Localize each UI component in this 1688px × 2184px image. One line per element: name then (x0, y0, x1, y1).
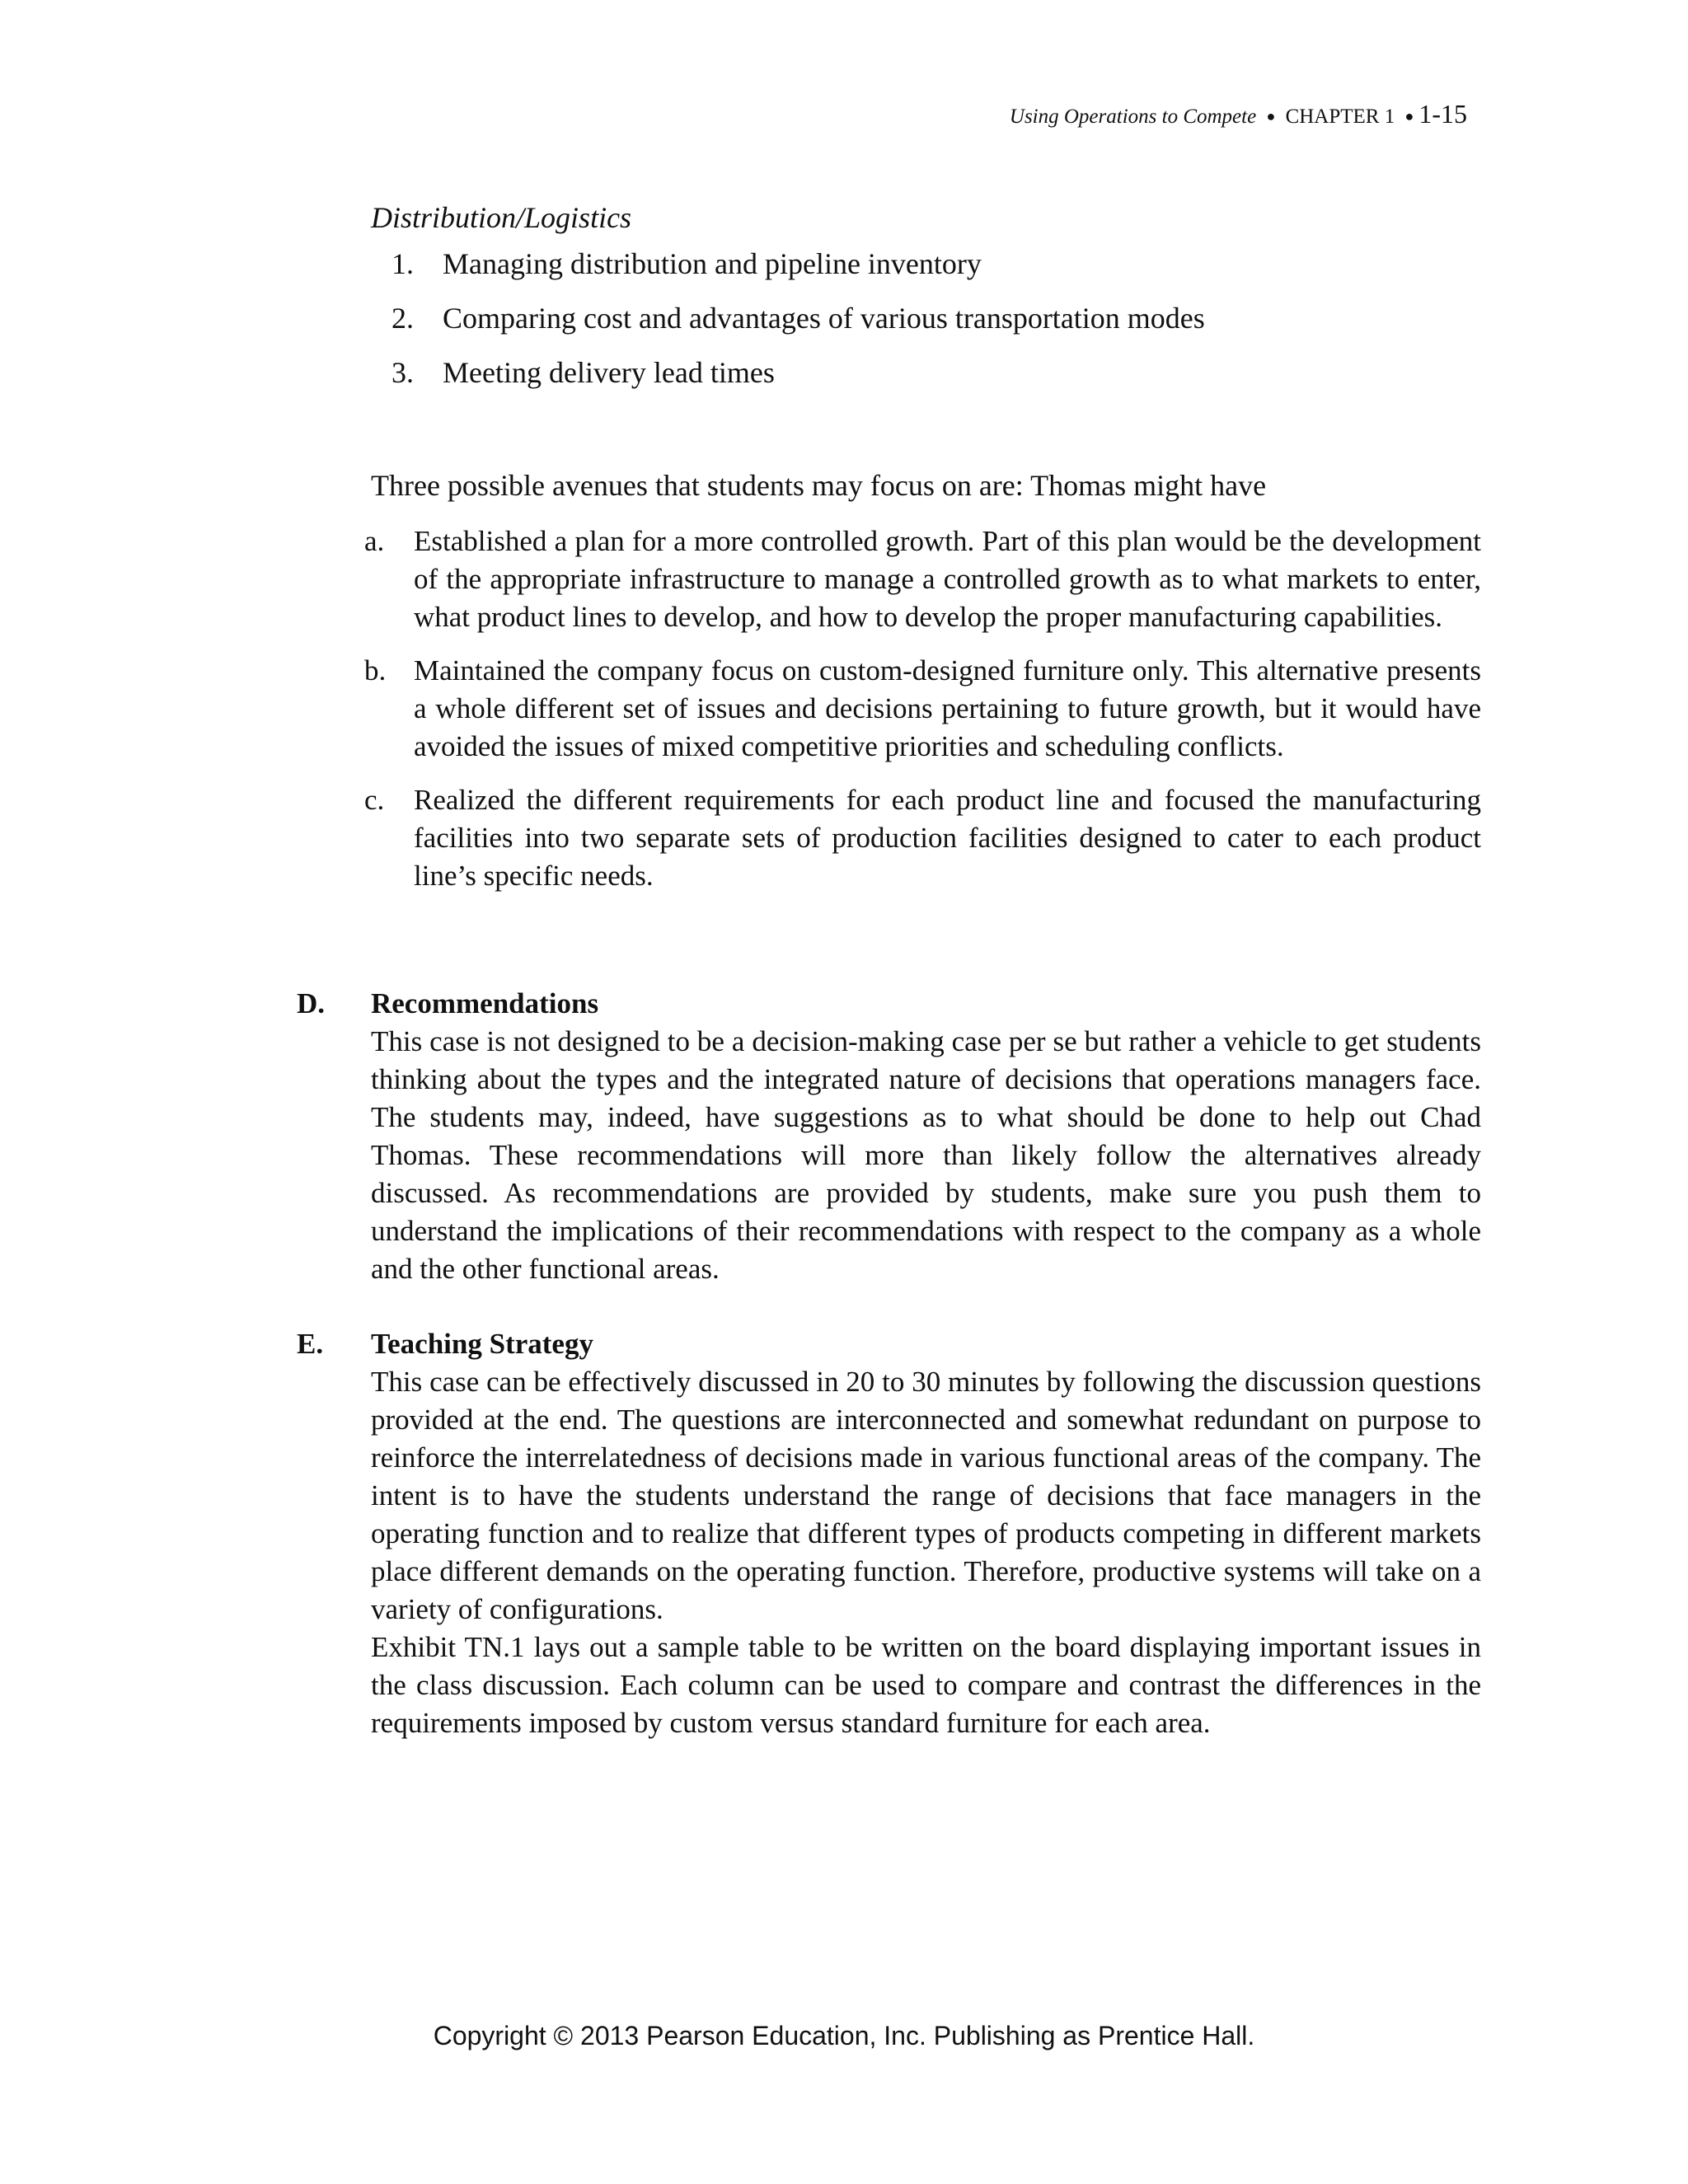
section-body (371, 1363, 1481, 1742)
list-item-number: 3. (392, 356, 414, 389)
list-item (364, 523, 1481, 636)
page-number: 1-15 (1418, 99, 1467, 129)
paragraph: Exhibit TN.1 lays out a sample table to be written on the board displaying important issues in the class discussion. Each column can be used to compare and contrast the differences in the requirements imposed by custom versus standard furniture for each area. (371, 1631, 1481, 1739)
list-item (364, 652, 1481, 766)
distribution-heading: Distribution/Logistics (371, 201, 632, 234)
section-letter: E. (297, 1328, 324, 1360)
list-item-text: Maintained the company focus on custom-designed furniture only. This alternative presents a whole different set of issues and decisions pertaining to future growth, but it would have avoided the issues of mixed competitive priorities and scheduling conflicts. (414, 654, 1481, 762)
avenues-list (364, 523, 1481, 911)
list-item-text: Managing distribution and pipeline inventory (443, 247, 982, 280)
list-item-text: Meeting delivery lead times (443, 356, 775, 389)
list-item-label: b. (364, 654, 387, 687)
section-letter: D. (297, 987, 326, 1019)
section-recommendations (297, 985, 1481, 1288)
list-item-label: a. (364, 525, 385, 557)
list-item-text: Comparing cost and advantages of various transportation modes (443, 302, 1205, 335)
running-header-chapter: CHAPTER 1 (1285, 105, 1395, 128)
section-heading (297, 1325, 1481, 1363)
distribution-list (392, 247, 1463, 410)
list-item-label: c. (364, 784, 385, 816)
bullet-separator: ● (1266, 108, 1276, 124)
list-item (392, 356, 1463, 410)
list-item-text: Established a plan for a more controlled growth. Part of this plan would be the development of the appropriate infrastructure to manage a controlled growth as to what markets to enter, what product lines to develop, and how to develop the proper manufacturing capabilities. (414, 525, 1481, 633)
section-body (371, 1023, 1481, 1288)
section-teaching-strategy (297, 1325, 1481, 1742)
list-item (392, 247, 1463, 302)
list-item (364, 781, 1481, 895)
section-title: Recommendations (371, 987, 599, 1019)
running-header (1010, 99, 1467, 129)
list-item-number: 1. (392, 247, 414, 280)
paragraph: This case can be effectively discussed in 20 to 30 minutes by following the discussion questions provided at the end. The questions are interconnected and somewhat redundant on purpose to reinforce the interrelatedness of decisions made in various functional areas of the company. The intent is to have the students understand the range of decisions that face managers in the operating function and to realize that different types of products competing in different markets place different demands on the operating function. Therefore, productive systems will take on a variety of configurations. (371, 1366, 1481, 1625)
section-title: Teaching Strategy (371, 1328, 593, 1360)
list-item (392, 302, 1463, 356)
copyright-footer: Copyright © 2013 Pearson Education, Inc. Publishing as Prentice Hall. (433, 2021, 1255, 2050)
avenues-intro: Three possible avenues that students may focus on are: Thomas might have (371, 469, 1267, 502)
list-item-number: 2. (392, 302, 414, 335)
paragraph: This case is not designed to be a decision-making case per se but rather a vehicle to get students thinking about the types and the integrated nature of decisions that operations managers face. The students may, indeed, have suggestions as to what should be done to help out Chad Thomas. These recommendations will more than likely follow the alternatives already discussed. As recommendations are provided by students, make sure you push them to understand the implications of their recommendations with respect to the company as a whole and the other functional areas. (371, 1025, 1481, 1285)
bullet-separator: ● (1404, 108, 1414, 124)
section-heading (297, 985, 1481, 1023)
list-item-text: Realized the different requirements for each product line and focused the manufacturing facilities into two separate sets of production facilities designed to cater to each product line’s specific needs. (414, 784, 1481, 892)
running-header-title: Using Operations to Compete (1009, 105, 1257, 128)
